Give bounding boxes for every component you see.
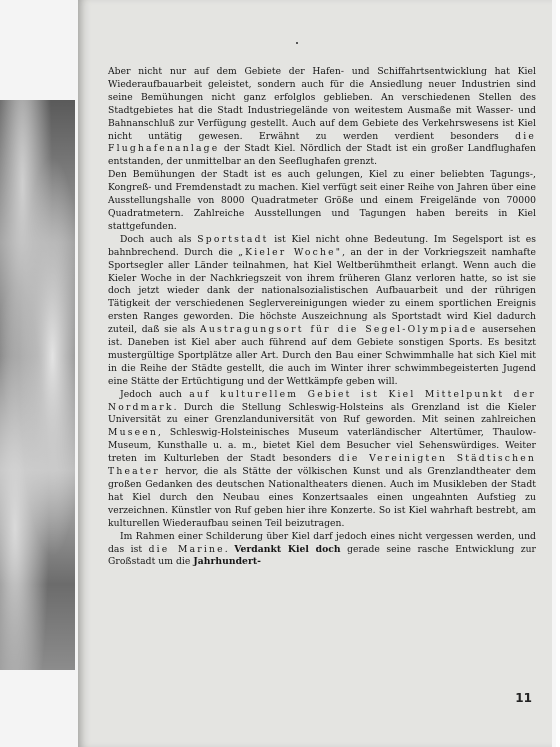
paragraph-industry: Aber nicht nur auf dem Gebiete der Hafen- und Schiffahrtsentwicklung hat Kiel Wiederaufbauarbeit geleistet, sondern auch für die Ansiedlung neuer Industrien sind seine Bemühungen nicht ganz erfolglos geblieben. An verschiedenen Stellen des Stadtgebietes hat die Stadt Industriegelände von weitestem Ausmaße mit Wasser- und Bahnanschluß zur Verfügung gestellt. Auch auf dem Gebiete des Verkehrswesens ist Kiel nicht untätig gewesen. Erwähnt zu werden verdient besonders die Flughafenanlage der Stadt Kiel. Nördlich der Stadt ist ein großer Landflughafen entstanden, der unmittelbar an den Seeflughafen grenzt.: [108, 66, 536, 168]
emphasis-museen: Museen: [108, 427, 159, 439]
paragraph-marine: Im Rahmen einer Schilderung über Kiel darf jedoch eines nicht vergessen werden, und das ist die Marine. Verdankt Kiel doch gerade seine rasche Entwicklung zur Großstadt um die Jahrhundert-: [108, 530, 537, 568]
emphasis-verdankt: Verdankt Kiel doch: [234, 543, 341, 555]
paragraph-culture: Jedoch auch auf kulturellem Gebiet ist Kiel Mittelpunkt der Nordmark. Durch die Stellung Schleswig-Holsteins als Grenzland ist die Kieler Universität zu einer Grenzlanduniversität von Ruf geworden. Mit seinen zahlreichen Museen, Schleswig-Holsteinisches Museum vaterländischer Altertümer, Thaulow-Museum, Kunsthalle u. a. m., bietet Kiel dem Besucher viel Sehenswürdiges. Weiter treten im Kulturleben der Stadt besonders die Vereinigten Städtischen Theater hervor, die als Stätte der völkischen Kunst und als Grenzlandtheater dem großen Gedanken des deutschen Nationaltheaters dienen. Auch im Musikleben der Stadt hat Kiel durch den Neubau eines Konzertsaales einen ungeahnten Aufstieg zu verzeichnen. Künstler von Ruf geben hier ihre Konzerte. So ist Kiel wahrhaft bestrebt, am kulturellen Wiederaufbau seinen Teil beizutragen.: [108, 388, 537, 529]
paragraph-sport: Doch auch als Sportstadt ist Kiel nicht ohne Bedeutung. Im Segelsport ist es bahnbrechend. Durch die „Kieler Woche", an der in der Vorkriegszeit namhafte Sportsegler aller Länder teilnahmen, hat Kiel Weltberühmtheit erlangt. Wenn auch die Kieler Woche in der Nachkriegszeit von ihrem früheren Glanz verloren hatte, so ist sie doch jetzt wieder dank der nationalsozialistischen Aufbauarbeit und der rührigen Tätigkeit der verschiedenen Seglervereinigungen wieder zu einem sportlichen Ereignis ersten Ranges geworden. Die höchste Auszeichnung als Sportstadt wird Kiel dadurch zuteil, daß sie als Austragungsort für die Segel-Olympiade ausersehen ist. Daneben ist Kiel aber auch führend auf dem Gebiete sonstigen Sports. Es besitzt mustergültige Sportplätze aller Art. Durch den Bau einer Schwimmhalle hat sich Kiel mit in die Reihe der Städte gestellt, die auch im Winter ihrer schwimmbegeisterten Jugend eine Stätte der Ertüchtigung und der Wettkämpfe geben will.: [108, 233, 536, 387]
emphasis-marine: die Marine: [148, 543, 225, 555]
paragraph-congress: Den Bemühungen der Stadt ist es auch gelungen, Kiel zu einer beliebten Tagungs-, Kongreß- und Fremdenstadt zu machen. Kiel verfügt seit einer Reihe von Jahren über eine Ausstellungshalle von 8000 Quadratmeter Größe und einem Freigelände von 70000 Quadratmetern. Zahlreiche Ausstellungen und Tagungen haben bereits in Kiel stattgefunden.: [108, 169, 536, 232]
emphasis-theater: die Vereinigten Städtischen Theater: [108, 453, 537, 478]
emphasis-flughafen: die Flughafenanlage: [108, 130, 536, 155]
emphasis-sportstadt: Sportstadt: [197, 233, 269, 245]
emphasis-nordmark: auf kulturellem Gebiet ist Kiel Mittelpunkt der Nordmark: [108, 388, 536, 413]
body-text: [108, 66, 536, 569]
book-page: [78, 0, 556, 747]
emphasis-jahrhundert: Jahrhundert-: [193, 556, 261, 568]
page-edge: [552, 0, 556, 747]
page-speck: [296, 42, 298, 44]
emphasis-olympiade: Austragungsort für die Segel-Olympiade: [200, 324, 478, 336]
emphasis-kieler-woche: „Kieler Woche": [238, 246, 343, 258]
adjacent-page-photo: [0, 100, 75, 670]
page-number: 11: [515, 691, 532, 705]
